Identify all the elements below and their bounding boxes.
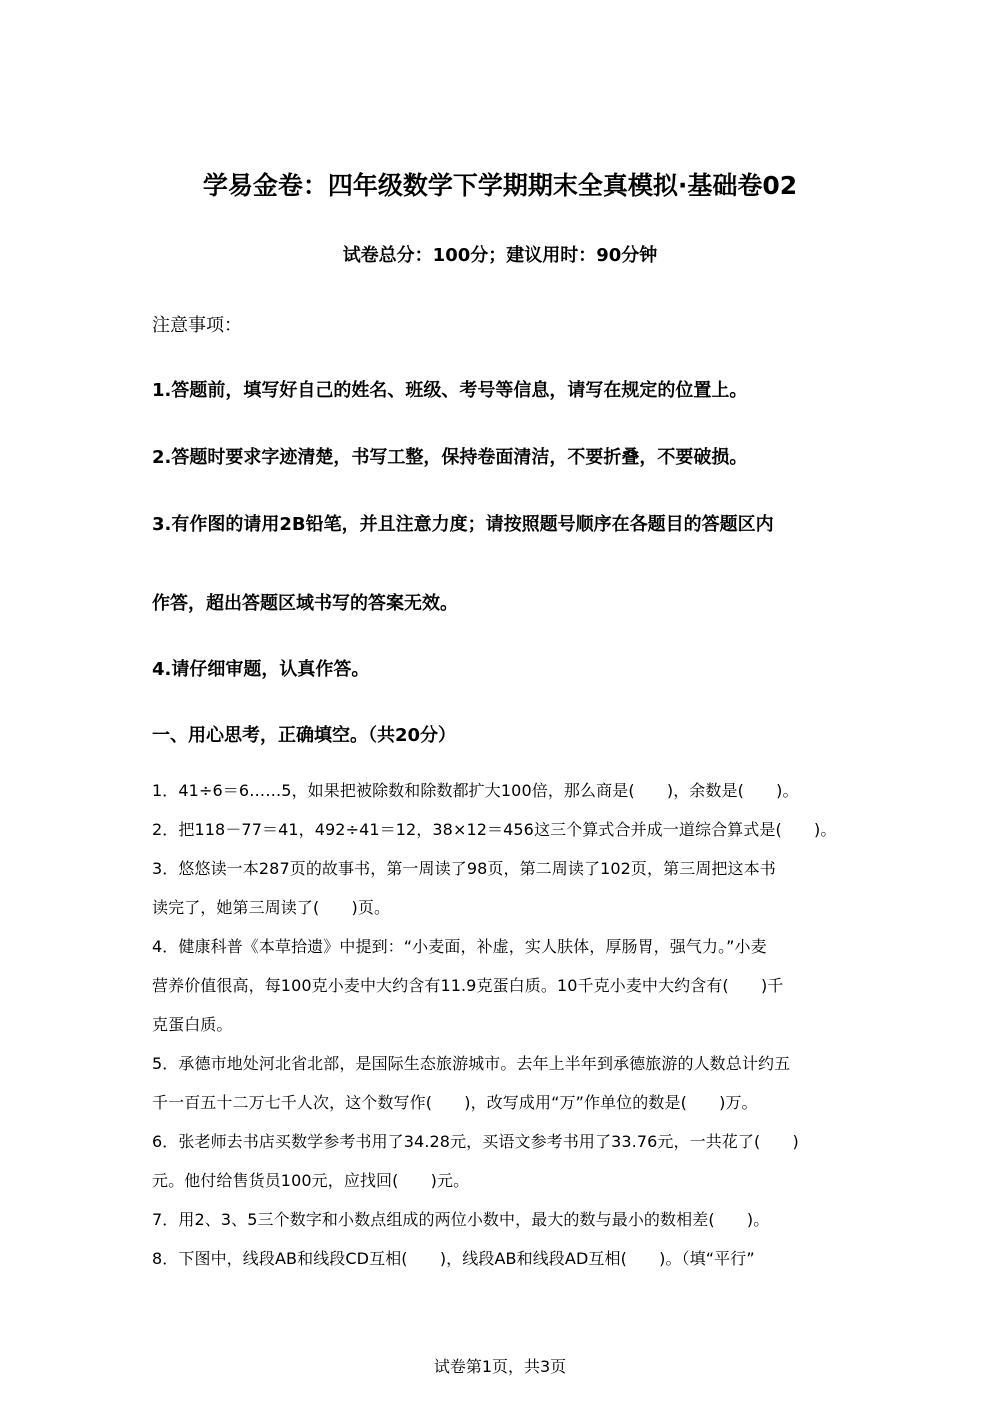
question-line: 1．41÷6＝6……5，如果把被除数和除数都扩大100倍，那么商是( )，余数是( )。: [152, 781, 799, 800]
question-line: 4．健康科普《本草拾遗》中提到：“小麦面，补虚，实人肤体，厚肠胃，强气力。”小麦: [152, 937, 767, 956]
question-line: 元。他付给售货员100元，应找回( )元。: [152, 1171, 470, 1190]
section-heading: 一、用心思考，正确填空。（共20分）: [152, 725, 457, 746]
notice-item-3: 3.有作图的请用2B铅笔，并且注意力度；请按照题号顺序在各题目的答题区内: [152, 514, 774, 535]
notice-item-3-continued: 作答，超出答题区域书写的答案无效。: [152, 593, 458, 614]
question-line: 读完了，她第三周读了( )页。: [152, 898, 391, 917]
exam-subtitle: 试卷总分：100分；建议用时：90分钟: [342, 245, 658, 266]
exam-title: 学易金卷：四年级数学下学期期末全真模拟·基础卷02: [202, 171, 798, 200]
notice-item-1: 1.答题前，填写好自己的姓名、班级、考号等信息，请写在规定的位置上。: [152, 380, 748, 401]
question-line: 千一百五十二万七千人次，这个数写作( )，改写成用“万”作单位的数是( )万。: [152, 1093, 758, 1112]
question-line: 5．承德市地处河北省北部，是国际生态旅游城市。去年上半年到承德旅游的人数总计约五: [152, 1054, 791, 1073]
question-line: 6．张老师去书店买数学参考书用了34.28元，买语文参考书用了33.76元，一共花了( ): [152, 1132, 799, 1151]
page-footer: 试卷第1页，共3页: [433, 1357, 567, 1376]
notice-item-4: 4.请仔细审题，认真作答。: [152, 659, 370, 680]
notice-item-2: 2.答题时要求字迹清楚，书写工整，保持卷面清洁，不要折叠，不要破损。: [152, 447, 748, 468]
question-line: 3．悠悠读一本287页的故事书，第一周读了98页，第二周读了102页，第三周把这本书: [152, 859, 776, 878]
question-line: 2．把118－77＝41，492÷41＝12，38×12＝456这三个算式合并成一道综合算式是( )。: [152, 820, 837, 839]
question-line: 营养价值很高，每100克小麦中大约含有11.9克蛋白质。10千克小麦中大约含有( )千: [152, 976, 784, 995]
question-line: 7．用2、3、5三个数字和小数点组成的两位小数中，最大的数与最小的数相差( )。: [152, 1210, 770, 1229]
question-line: 克蛋白质。: [152, 1015, 233, 1034]
notice-heading: 注意事项：: [152, 315, 242, 336]
question-line: 8．下图中，线段AB和线段CD互相( )，线段AB和线段AD互相( )。（填“平行”: [152, 1249, 755, 1268]
